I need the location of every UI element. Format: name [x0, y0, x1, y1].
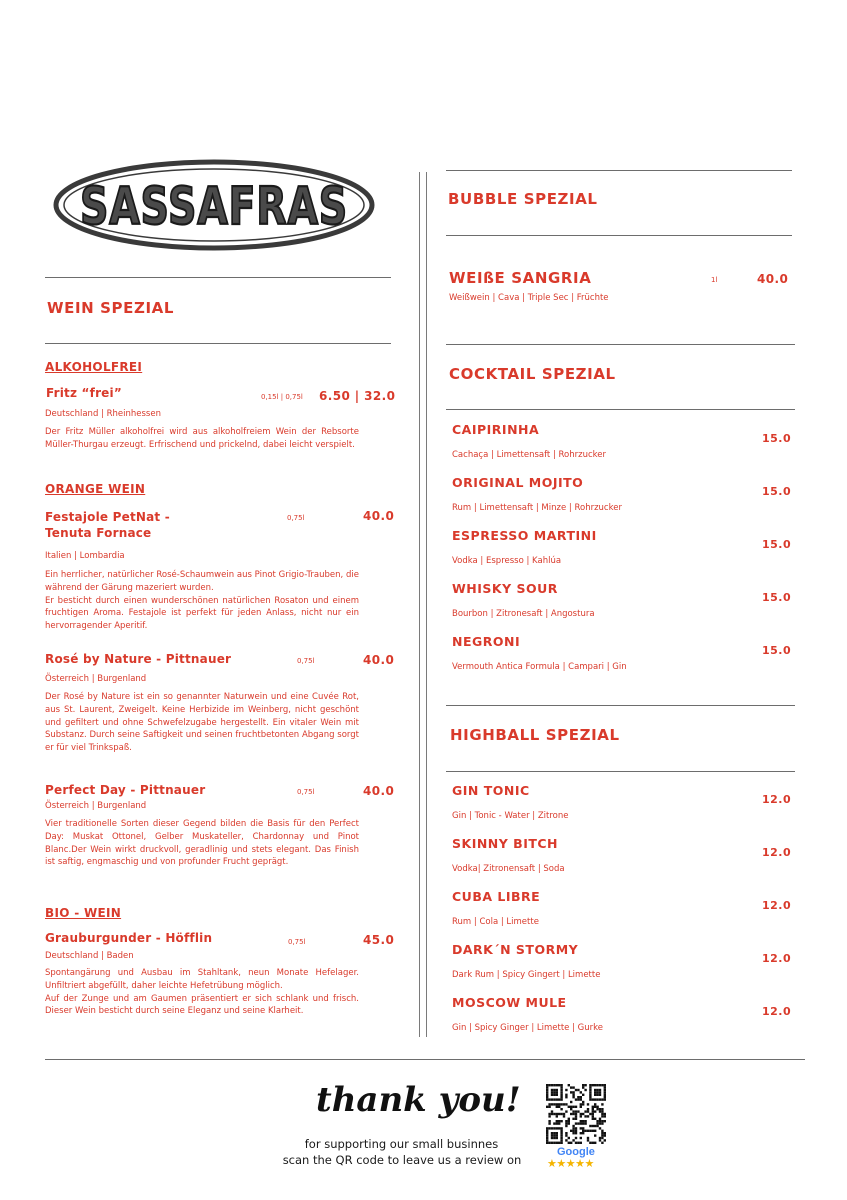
wine-price: 40.0 — [363, 653, 395, 667]
divider — [45, 343, 391, 344]
column-divider — [426, 172, 427, 1037]
section-title-cocktail: COCKTAIL SPEZIAL — [449, 365, 616, 383]
category-bio-wein: BIO - WEIN — [45, 906, 122, 920]
footer-line-2: scan the QR code to leave us a review on — [282, 1153, 522, 1167]
drink-ingredients: Dark Rum | Spicy Gingert | Limette — [452, 970, 601, 980]
footer-line-1: for supporting our small businnes — [304, 1137, 499, 1151]
drink-ingredients: Vodka | Espresso | Kahlúa — [452, 556, 562, 566]
drink-ingredients: Cachaça | Limettensaft | Rohrzucker — [452, 450, 607, 460]
drink-price: 15.0 — [762, 591, 792, 604]
google-label: Google — [557, 1146, 595, 1158]
drink-ingredients: Bourbon | Zitronesaft | Angostura — [452, 609, 595, 619]
drink-name: WHISKY SOUR — [452, 581, 558, 596]
drink-price: 12.0 — [762, 952, 792, 965]
wine-price: 6.50 | 32.0 — [319, 389, 396, 403]
drink-name: NEGRONI — [452, 634, 521, 649]
drink-price: 15.0 — [762, 432, 792, 445]
drink-price: 12.0 — [762, 846, 792, 859]
wine-origin: Österreich | Burgenland — [45, 801, 147, 811]
drink-price: 15.0 — [762, 538, 792, 551]
wine-name: Festajole PetNat - Tenuta Fornace — [45, 510, 170, 540]
logo-oval-icon — [52, 158, 377, 252]
footer-divider — [45, 1059, 805, 1060]
drink-name: WEIßE SANGRIA — [449, 269, 592, 287]
drink-name: GIN TONIC — [452, 783, 530, 798]
wine-description: Ein herrlicher, natürlicher Rosé-Schaumwein aus Pinot Grigio-Trauben, die während der Gärung mazeriert wurden. Er besticht durch einen wunderschönen natürlichen Rosaton und einem fruchtigen Aroma. Festajole ist perfekt für jeden Anlass, nicht nur ein hervorragender Aperitif. — [45, 570, 359, 632]
wine-volume: 0,75l — [288, 938, 306, 946]
drink-ingredients: Weißwein | Cava | Triple Sec | Früchte — [449, 293, 609, 303]
divider — [446, 409, 795, 410]
section-title-wein: WEIN SPEZIAL — [47, 299, 175, 317]
wine-description: Der Fritz Müller alkoholfrei wird aus alkoholfreiem Wein der Rebsorte Müller-Thurgau erzeugt. Erfrischend und prickelnd, dabei leicht verspielt. — [45, 427, 359, 450]
wine-volume: 0,75l — [297, 657, 315, 665]
divider — [446, 771, 795, 772]
divider — [446, 705, 795, 706]
drink-price: 15.0 — [762, 644, 792, 657]
divider — [45, 277, 391, 278]
drink-name: SKINNY BITCH — [452, 836, 559, 851]
drink-name: DARK´N STORMY — [452, 942, 579, 957]
section-title-bubble: BUBBLE SPEZIAL — [448, 190, 598, 208]
wine-origin: Deutschland | Rheinhessen — [45, 409, 161, 419]
drink-ingredients: Gin | Spicy Ginger | Limette | Gurke — [452, 1023, 603, 1033]
drink-ingredients: Rum | Limettensaft | Minze | Rohrzucker — [452, 503, 622, 513]
column-divider — [419, 172, 420, 1037]
drink-ingredients: Gin | Tonic - Water | Zitrone — [452, 811, 569, 821]
wine-volume: 0,75l — [297, 788, 315, 796]
qr-code-icon[interactable] — [546, 1084, 606, 1144]
divider — [446, 235, 792, 236]
wine-price: 45.0 — [363, 933, 395, 947]
drink-price: 40.0 — [757, 272, 789, 286]
wine-origin: Italien | Lombardia — [45, 551, 125, 561]
drink-name: ORIGINAL MOJITO — [452, 475, 584, 490]
wine-name: Rosé by Nature - Pittnauer — [45, 652, 232, 666]
drink-price: 12.0 — [762, 899, 792, 912]
drink-name: CUBA LIBRE — [452, 889, 541, 904]
wine-name: Fritz “frei” — [46, 386, 122, 400]
wine-name: Perfect Day - Pittnauer — [45, 783, 206, 797]
wine-origin: Deutschland | Baden — [45, 951, 134, 961]
wine-description: Spontangärung und Ausbau im Stahltank, neun Monate Hefelager. Unfiltriert abgefüllt, daher leichte Hefetrübung möglich. Auf der Zunge und am Gaumen präsentiert er sich schlank und frisch. Dieser Wein besticht durch seine Eleganz und seine Klarheit. — [45, 968, 359, 1017]
divider — [446, 344, 795, 345]
drink-ingredients: Vermouth Antica Formula | Campari | Gin — [452, 662, 627, 672]
logo — [52, 158, 377, 252]
drink-volume: 1l — [711, 276, 718, 284]
wine-volume: 0,15l | 0,75l — [261, 393, 303, 401]
drink-name: CAIPIRINHA — [452, 422, 540, 437]
wine-price: 40.0 — [363, 509, 395, 523]
wine-name: Grauburgunder - Höfflin — [45, 931, 213, 945]
wine-volume: 0,75l — [287, 514, 305, 522]
drink-price: 15.0 — [762, 485, 792, 498]
drink-ingredients: Rum | Cola | Limette — [452, 917, 539, 927]
drink-name: ESPRESSO MARTINI — [452, 528, 597, 543]
logo-text: SASSAFRAS — [80, 177, 348, 237]
divider — [446, 170, 792, 171]
wine-description: Vier traditionelle Sorten dieser Gegend bilden die Basis für den Perfect Day: Muskat Ottonel, Gelber Muskateller, Chardonnay und Pinot Blanc.Der Wein wirkt druckvoll, geradlinig und stets elegant. Das Finish ist saftig, engmaschig und von profunder Frucht geprägt. — [45, 819, 359, 868]
thank-you-script: thank you! — [316, 1080, 521, 1120]
wine-description: Der Rosé by Nature ist ein so genannter Naturwein und eine Cuvée Rot, aus St. Laurent, Zweigelt. Keine Herbizide im Weinberg, nicht geschönt und gefiltert und ohne Schwefelzugabe hergestellt. Ein vitaler Wein mit Substanz. Durch seine Saftigkeit und seinen fruchtbetonten Abgang sorgt er für viel Trinkspaß. — [45, 692, 359, 754]
drink-ingredients: Vodka| Zitronensaft | Soda — [452, 864, 565, 874]
wine-origin: Österreich | Burgenland — [45, 674, 147, 684]
drink-price: 12.0 — [762, 793, 792, 806]
wine-price: 40.0 — [363, 784, 395, 798]
section-title-highball: HIGHBALL SPEZIAL — [450, 726, 620, 744]
star-icon: ★★★★★ — [547, 1157, 594, 1170]
category-alkoholfrei: ALKOHOLFREI — [45, 360, 143, 374]
drink-name: MOSCOW MULE — [452, 995, 567, 1010]
category-orange-wein: ORANGE WEIN — [45, 482, 146, 496]
drink-price: 12.0 — [762, 1005, 792, 1018]
